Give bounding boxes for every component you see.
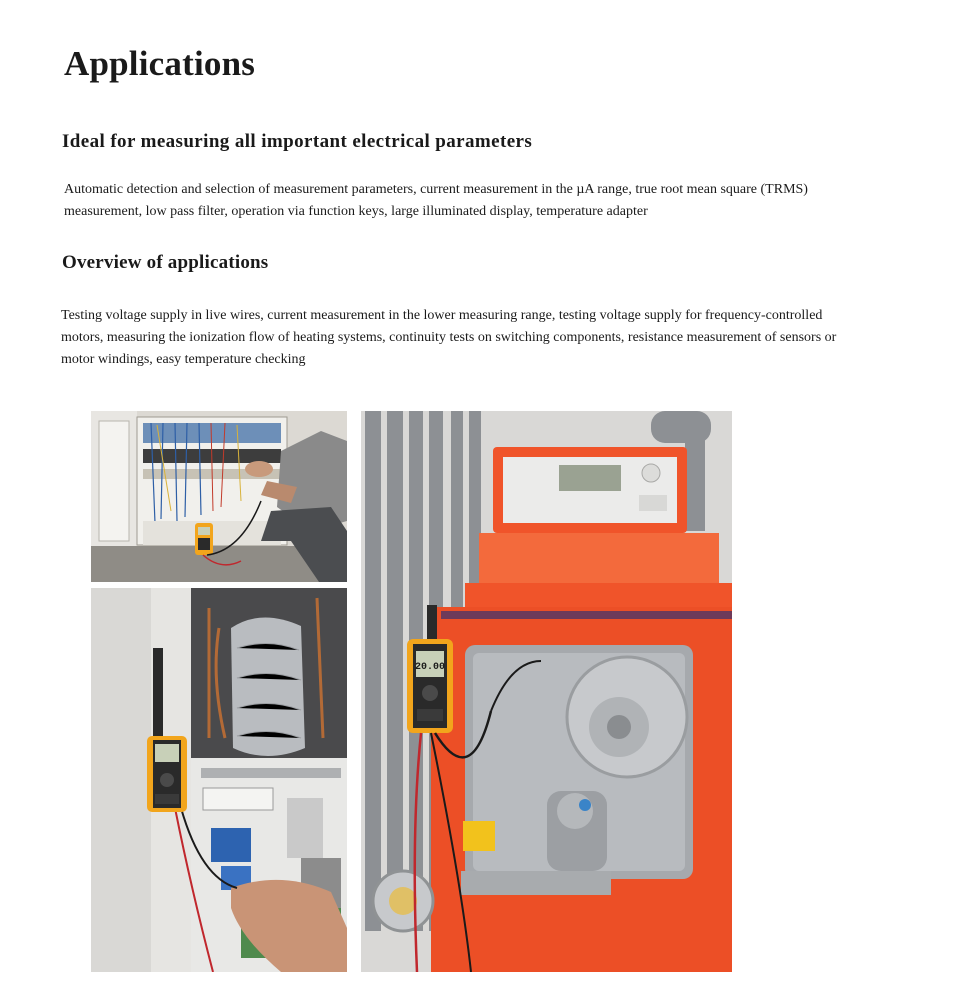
overview-description: Testing voltage supply in live wires, current measurement in the lower measuring range, testing voltage supply for frequency-controlled motors, measuring the ionization flow of heating systems, continuity tests on switching components, resistance measurement of sensors or motor windings, easy temperature checking: [61, 308, 837, 367]
ideal-heading: Ideal for measuring all important electrical parameters: [62, 131, 533, 152]
photo-heat-pump-testing: [91, 588, 347, 972]
overview-heading: Overview of applications: [62, 252, 269, 273]
photo-electrical-cabinet: [91, 411, 347, 582]
boiler-meter-readout: 20.00: [414, 662, 446, 673]
page-title: Applications: [64, 44, 256, 83]
photo-boiler-burner: [361, 411, 732, 972]
ideal-description: Automatic detection and selection of measurement parameters, current measurement in the µA range, true root mean square (TRMS) measurement, low pass filter, operation via function keys, large illuminated display, temperature adapter: [64, 182, 808, 219]
